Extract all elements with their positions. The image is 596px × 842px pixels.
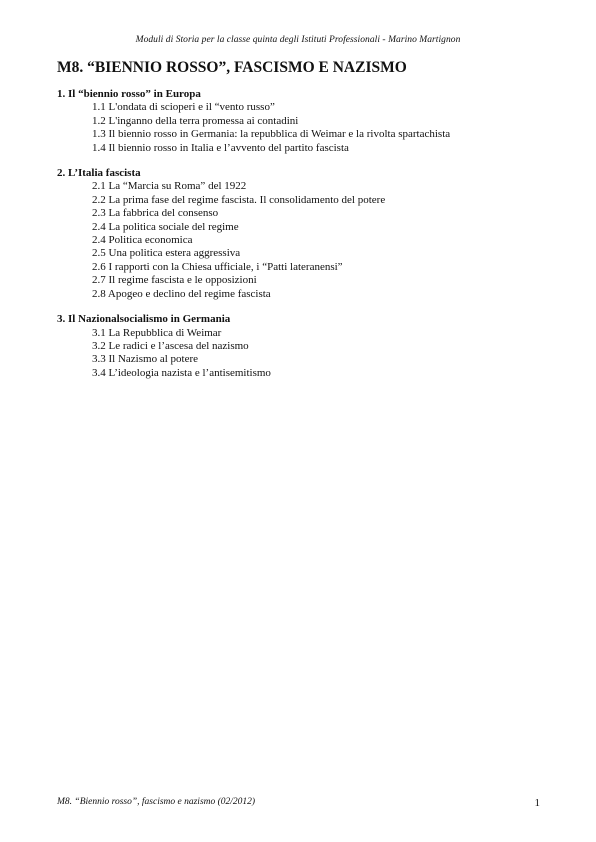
section-heading: 3. Il Nazionalsocialismo in Germania [57, 313, 231, 326]
subsection-item: 3.1 La Repubblica di Weimar [92, 326, 222, 339]
subsection-item: 2.4 Politica economica [92, 234, 193, 247]
table-of-contents [57, 88, 547, 392]
document-title: M8. “BIENNIO ROSSO”, FASCISMO E NAZISMO [57, 59, 407, 76]
subsection-list [57, 180, 547, 301]
page-number: 1 [534, 797, 540, 809]
section-2 [57, 167, 547, 301]
subsection-item: 1.1 L'ondata di scioperi e il “vento russo” [92, 101, 275, 114]
subsection-item: 2.8 Apogeo e declino del regime fascista [92, 287, 271, 300]
footer-text: M8. “Biennio rosso”, fascismo e nazismo (02/2012) [57, 797, 256, 807]
subsection-item: 2.1 La “Marcia su Roma” del 1922 [92, 180, 247, 193]
section-heading: 2. L’Italia fascista [57, 167, 141, 180]
subsection-item: 2.5 Una politica estera aggressiva [92, 247, 241, 260]
running-header: Moduli di Storia per la classe quinta degli Istituti Professionali - Marino Martignon [135, 35, 461, 45]
subsection-item: 1.2 L'inganno della terra promessa ai contadini [92, 114, 299, 127]
subsection-item: 3.4 L’ideologia nazista e l’antisemitismo [92, 366, 271, 379]
subsection-item: 1.3 Il biennio rosso in Germania: la repubblica di Weimar e la rivolta spartachista [92, 128, 451, 141]
subsection-item: 1.4 Il biennio rosso in Italia e l’avvento del partito fascista [92, 141, 349, 154]
section-1 [57, 88, 547, 155]
subsection-item: 2.3 La fabbrica del consenso [92, 207, 219, 220]
subsection-list [57, 327, 547, 381]
subsection-item: 2.6 I rapporti con la Chiesa ufficiale, i “Patti lateranensi” [92, 260, 343, 273]
subsection-item: 2.4 La politica sociale del regime [92, 220, 239, 233]
subsection-list [57, 101, 547, 155]
subsection-item: 3.3 Il Nazismo al potere [92, 353, 198, 366]
subsection-item: 2.2 La prima fase del regime fascista. Il consolidamento del potere [92, 193, 386, 206]
subsection-item: 2.7 Il regime fascista e le opposizioni [92, 274, 257, 287]
section-heading: 1. Il “biennio rosso” in Europa [57, 88, 201, 100]
section-3 [57, 313, 547, 380]
subsection-item: 3.2 Le radici e l’ascesa del nazismo [92, 339, 249, 352]
running-footer [57, 797, 540, 807]
